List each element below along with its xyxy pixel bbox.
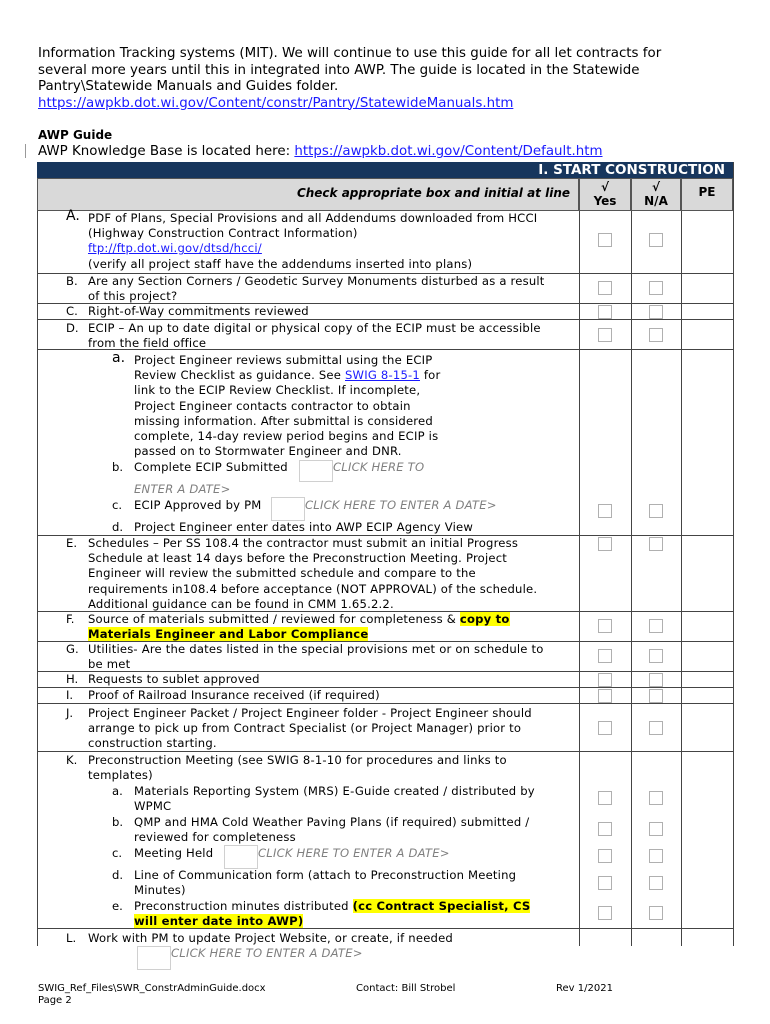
item-label: K.	[66, 753, 78, 767]
intro-line: Information Tracking systems (MIT). We will continue to use this guide for all let contracts for	[38, 46, 662, 61]
item-text: Project Engineer Packet / Project Engineer folder - Project Engineer should arrange to pick up from Contract Specialist (or Project Manager) prior to construction starting.	[88, 706, 532, 751]
knowledge-base-link[interactable]: https://awpkb.dot.wi.gov/Content/Default.htm	[294, 144, 603, 159]
instruction-header: Check appropriate box and initial at line	[37, 178, 579, 211]
highlighted-text: copy to	[459, 612, 510, 626]
subitem-text: Project Engineer enter dates into AWP ECIP Agency View	[134, 520, 474, 534]
na-label: N/A	[644, 194, 668, 208]
footer-file-info	[38, 983, 266, 1007]
subitem-label: e.	[112, 899, 123, 913]
swig-8-15-1-link[interactable]: SWIG 8-15-1	[345, 368, 420, 383]
yes-column-header	[579, 178, 631, 211]
yes-checkbox[interactable]	[598, 822, 612, 836]
item-text: Are any Section Corners / Geodetic Survey Monuments disturbed as a result of this project?	[88, 274, 545, 304]
item-label: H.	[66, 672, 79, 686]
knowledge-base-line	[38, 144, 603, 159]
yes-label: Yes	[593, 194, 617, 208]
na-checkbox[interactable]	[649, 281, 663, 295]
yes-checkbox[interactable]	[598, 849, 612, 863]
yes-checkbox[interactable]	[598, 233, 612, 247]
subitem-text: Line of Communication form (attach to Preconstruction Meeting Minutes)	[134, 868, 517, 898]
date-placeholder[interactable]: CLICK HERE TO ENTER A DATE>	[258, 846, 450, 860]
subitem-text: ECIP Approved by PM	[134, 498, 262, 512]
item-label: C.	[66, 304, 78, 318]
subitem-label: d.	[112, 868, 124, 882]
na-column-header	[631, 178, 681, 211]
item-text: Requests to sublet approved	[88, 672, 260, 686]
date-placeholder[interactable]: CLICK HERE TO ENTER A DATE>	[305, 498, 497, 512]
na-checkbox[interactable]	[649, 619, 663, 633]
date-placeholder[interactable]: CLICK HERE TO ENTER A DATE>	[171, 946, 363, 960]
subitem-label: d.	[112, 520, 124, 534]
item-label: A.	[66, 208, 80, 224]
yes-checkbox[interactable]	[598, 876, 612, 890]
na-checkbox[interactable]	[649, 504, 663, 518]
ecip-submitted-date-field[interactable]	[299, 460, 333, 482]
subitem-label: b.	[112, 460, 124, 474]
pe-column-header: PE	[681, 178, 733, 211]
na-checkbox[interactable]	[649, 233, 663, 247]
na-checkbox[interactable]	[649, 876, 663, 890]
na-checkbox[interactable]	[649, 649, 663, 663]
footer-contact: Contact: Bill Strobel	[356, 983, 456, 994]
highlighted-text: Materials Engineer and Labor Compliance	[88, 627, 369, 642]
intro-line: Pantry\Statewide Manuals and Guides folder.	[38, 79, 339, 94]
subitem-text: QMP and HMA Cold Weather Paving Plans (if required) submitted / reviewed for completeness	[134, 815, 530, 845]
na-checkbox[interactable]	[649, 791, 663, 805]
na-checkbox[interactable]	[649, 305, 663, 319]
date-placeholder[interactable]: CLICK HERE TO	[333, 460, 425, 474]
na-checkbox[interactable]	[649, 673, 663, 687]
ecip-approved-date-field[interactable]	[271, 497, 305, 521]
item-label: I.	[66, 688, 74, 702]
yes-checkbox[interactable]	[598, 281, 612, 295]
subitem-text: Meeting Held	[134, 846, 214, 860]
check-mark-icon: √	[651, 180, 660, 194]
item-text: Proof of Railroad Insurance received (if required)	[88, 688, 380, 702]
yes-checkbox[interactable]	[598, 328, 612, 342]
item-label: F.	[66, 612, 75, 626]
item-label: E.	[66, 536, 78, 550]
yes-checkbox[interactable]	[598, 619, 612, 633]
yes-checkbox[interactable]	[598, 791, 612, 805]
subitem-text: Materials Reporting System (MRS) E-Guide created / distributed by WPMC	[134, 784, 535, 814]
subitem-text: Complete ECIP Submitted	[134, 460, 288, 474]
item-text: PDF of Plans, Special Provisions and all Addendums downloaded from HCCI (Highway Construction Contract Information) ftp://ftp.dot.wi.gov/dtsd/hcci/ (verify all project staff have the addendums inserted into plans)	[88, 211, 538, 271]
na-checkbox[interactable]	[649, 906, 663, 920]
highlighted-text: (cc Contract Specialist, CS	[352, 899, 531, 913]
na-checkbox[interactable]	[649, 822, 663, 836]
yes-checkbox[interactable]	[598, 673, 612, 687]
section-title-bar: I. START CONSTRUCTION	[37, 162, 733, 178]
subitem-label: c.	[112, 498, 123, 512]
subitem-text: Preconstruction minutes distributed (cc Contract Specialist, CS will enter date into AWP)	[134, 899, 531, 929]
yes-checkbox[interactable]	[598, 537, 612, 551]
footer-file-path: SWIG_Ref_Files\SWR_ConstrAdminGuide.docx	[38, 983, 266, 994]
subitem-text: Project Engineer reviews submittal using the ECIP Review Checklist as guidance. See SWIG 8-15-1 for link to the ECIP Review Checklist. If incomplete, Project Engineer contacts contractor to obtain missing information. After submittal is considered complete, 14-day review period begins and ECIP is passed on to Stormwater Engineer and DNR.	[134, 353, 441, 459]
footer-page-number: Page 2	[38, 995, 72, 1006]
kb-text: AWP Knowledge Base is located here:	[38, 144, 295, 159]
item-text: Utilities- Are the dates listed in the special provisions met or on schedule to be met	[88, 642, 544, 672]
item-text: Right-of-Way commitments reviewed	[88, 304, 309, 318]
check-mark-icon: √	[600, 180, 609, 194]
na-checkbox[interactable]	[649, 537, 663, 551]
subitem-label: a.	[112, 784, 123, 798]
awp-guide-heading: AWP Guide	[38, 128, 113, 142]
yes-checkbox[interactable]	[598, 721, 612, 735]
na-checkbox[interactable]	[649, 849, 663, 863]
yes-checkbox[interactable]	[598, 906, 612, 920]
yes-checkbox[interactable]	[598, 649, 612, 663]
yes-checkbox[interactable]	[598, 305, 612, 319]
item-text: ECIP – An up to date digital or physical copy of the ECIP must be accessible from the field office	[88, 321, 541, 351]
na-checkbox[interactable]	[649, 721, 663, 735]
item-label: B.	[66, 274, 78, 288]
subitem-label: b.	[112, 815, 124, 829]
item-label: J.	[66, 706, 74, 720]
intro-line: several more years until this in integrated into AWP. The guide is located in the Statewide	[38, 62, 640, 78]
date-placeholder[interactable]: ENTER A DATE>	[134, 482, 231, 496]
na-checkbox[interactable]	[649, 689, 663, 703]
subitem-label: c.	[112, 846, 123, 860]
item-text: Source of materials submitted / reviewed for completeness & copy to Materials Engineer and Labor Compliance	[88, 612, 510, 642]
statewide-manuals-link[interactable]: https://awpkb.dot.wi.gov/Content/constr/Pantry/StatewideManuals.htm	[38, 95, 514, 111]
yes-checkbox[interactable]	[598, 504, 612, 518]
meeting-held-date-field[interactable]	[224, 845, 258, 869]
yes-checkbox[interactable]	[598, 689, 612, 703]
highlighted-text: will enter date into AWP)	[134, 914, 304, 929]
item-text: Work with PM to update Project Website, or create, if needed	[88, 931, 453, 945]
website-date-field[interactable]	[137, 946, 171, 970]
item-text: Schedules – Per SS 108.4 the contractor must submit an initial Progress Schedule at least 14 days before the Preconstruction Meeting. Project Engineer will review the submitted schedule and compare to the requirements in108.4 before acceptance (NOT APPROVAL) of the schedule. Additional guidance can be found in CMM 1.65.2.2.	[88, 536, 538, 611]
subitem-label: a.	[112, 350, 126, 366]
item-label: L.	[66, 931, 77, 945]
item-text: Preconstruction Meeting (see SWIG 8-1-10 for procedures and links to templates)	[88, 753, 507, 783]
table-right-border	[733, 162, 734, 946]
text-cursor-bar	[25, 144, 26, 158]
item-label: D.	[66, 321, 79, 335]
footer-revision: Rev 1/2021	[556, 983, 613, 994]
intro-paragraph	[38, 46, 738, 112]
hcci-ftp-link[interactable]: ftp://ftp.dot.wi.gov/dtsd/hcci/	[88, 241, 262, 256]
item-label: G.	[66, 642, 79, 656]
na-checkbox[interactable]	[649, 328, 663, 342]
